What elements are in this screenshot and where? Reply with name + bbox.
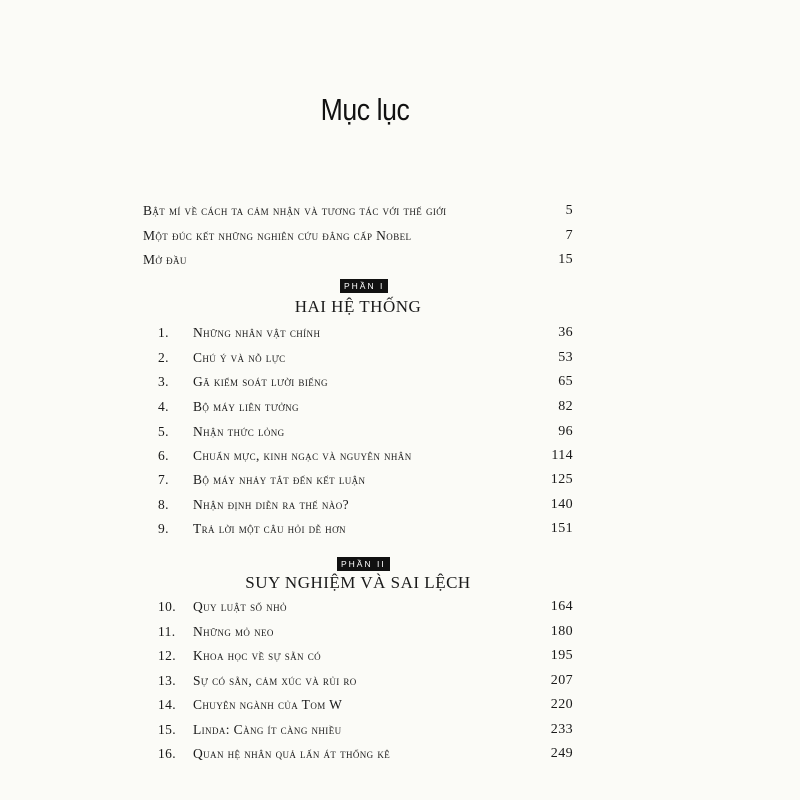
- part-2-label: PHẦN II: [337, 557, 390, 571]
- chapter-page: 195: [550, 648, 573, 663]
- chapter-number: 1.: [158, 325, 169, 340]
- chapter-title: Khoa học về sự sẵn có: [193, 648, 322, 663]
- chapter-page: 65: [558, 374, 573, 389]
- toc-entry-chapter: [143, 399, 573, 421]
- part-1-label: PHẦN I: [340, 279, 388, 293]
- toc-entry-chapter: [143, 350, 573, 372]
- toc-entry-chapter: [143, 648, 573, 670]
- toc-entry-chapter: [143, 521, 573, 543]
- toc-entry-front-2: [143, 228, 573, 250]
- chapter-number: 9.: [158, 521, 169, 536]
- part-2-title: SUY NGHIỆM VÀ SAI LỆCH: [245, 573, 471, 592]
- toc-entry-chapter: [143, 697, 573, 719]
- chapter-page: 164: [550, 599, 573, 614]
- chapter-title: Chuyên ngành của Tom W: [193, 697, 343, 712]
- toc-entry-text: Một đúc kết những nghiên cứu đẳng cấp Nobel: [143, 228, 412, 243]
- chapter-title: Nhận định diễn ra thế nào?: [193, 497, 349, 512]
- chapter-number: 14.: [158, 697, 177, 712]
- chapter-title: Linda: Càng ít càng nhiều: [193, 722, 342, 737]
- chapter-page: 207: [550, 673, 573, 688]
- chapter-number: 15.: [158, 722, 177, 737]
- page-title: Mục lục: [320, 92, 410, 127]
- toc-entry-chapter: [143, 472, 573, 494]
- chapter-number: 4.: [158, 399, 169, 414]
- part-1-title: HAI HỆ THỐNG: [294, 297, 422, 316]
- chapter-page: 82: [558, 399, 573, 414]
- toc-entry-chapter: [143, 448, 573, 470]
- chapter-number: 12.: [158, 648, 177, 663]
- chapter-page: 180: [550, 624, 573, 639]
- chapter-title: Quy luật số nhỏ: [193, 599, 287, 614]
- chapter-number: 13.: [158, 673, 177, 688]
- chapter-title: Nhận thức lỏng: [193, 424, 285, 439]
- chapter-number: 16.: [158, 746, 177, 761]
- chapter-page: 151: [550, 521, 573, 536]
- chapter-number: 10.: [158, 599, 177, 614]
- toc-entry-chapter: [143, 424, 573, 446]
- toc-entry-chapter: [143, 497, 573, 519]
- chapter-title: Chuẩn mực, kinh ngạc và nguyên nhân: [193, 448, 412, 463]
- chapter-title: Trả lời một câu hỏi dễ hơn: [193, 521, 346, 536]
- chapter-page: 220: [550, 697, 573, 712]
- chapter-number: 6.: [158, 448, 169, 463]
- toc-entry-page: 5: [565, 203, 573, 218]
- chapter-page: 125: [550, 472, 573, 487]
- chapter-number: 8.: [158, 497, 169, 512]
- chapter-page: 249: [550, 746, 573, 761]
- chapter-title: Sự có sẵn, cảm xúc và rủi ro: [193, 673, 357, 688]
- chapter-number: 5.: [158, 424, 169, 439]
- toc-entry-chapter: [143, 374, 573, 396]
- toc-entry-chapter: [143, 673, 573, 695]
- toc-entry-text: Mở đầu: [143, 252, 187, 267]
- chapter-title: Bộ máy liên tưởng: [193, 399, 299, 414]
- chapter-number: 7.: [158, 472, 169, 487]
- chapter-page: 96: [558, 424, 573, 439]
- chapter-number: 11.: [158, 624, 176, 639]
- chapter-title: Chú ý và nỗ lực: [193, 350, 286, 365]
- toc-entry-chapter: [143, 325, 573, 347]
- chapter-number: 2.: [158, 350, 169, 365]
- toc-entry-page: 7: [565, 228, 573, 243]
- chapter-title: Gã kiểm soát lười biếng: [193, 374, 328, 389]
- toc-entry-chapter: [143, 624, 573, 646]
- toc-entry-chapter: [143, 599, 573, 621]
- chapter-page: 114: [551, 448, 573, 463]
- chapter-title: Những mỏ neo: [193, 624, 274, 639]
- chapter-number: 3.: [158, 374, 169, 389]
- chapter-page: 53: [558, 350, 573, 365]
- toc-entry-chapter: [143, 746, 573, 768]
- chapter-title: Quan hệ nhân quả lấn át thống kê: [193, 746, 391, 761]
- toc-entry-front-3: [143, 252, 573, 274]
- toc-entry-text: Bật mí về cách ta cảm nhận và tương tác với thế giới: [143, 203, 447, 218]
- chapter-page: 36: [558, 325, 573, 340]
- chapter-page: 233: [550, 722, 573, 737]
- chapter-title: Bộ máy nhảy tắt đến kết luận: [193, 472, 366, 487]
- chapter-page: 140: [550, 497, 573, 512]
- toc-entry-page: 15: [558, 252, 573, 267]
- toc-entry-chapter: [143, 722, 573, 744]
- chapter-title: Những nhân vật chính: [193, 325, 321, 340]
- toc-entry-front-1: [143, 203, 573, 225]
